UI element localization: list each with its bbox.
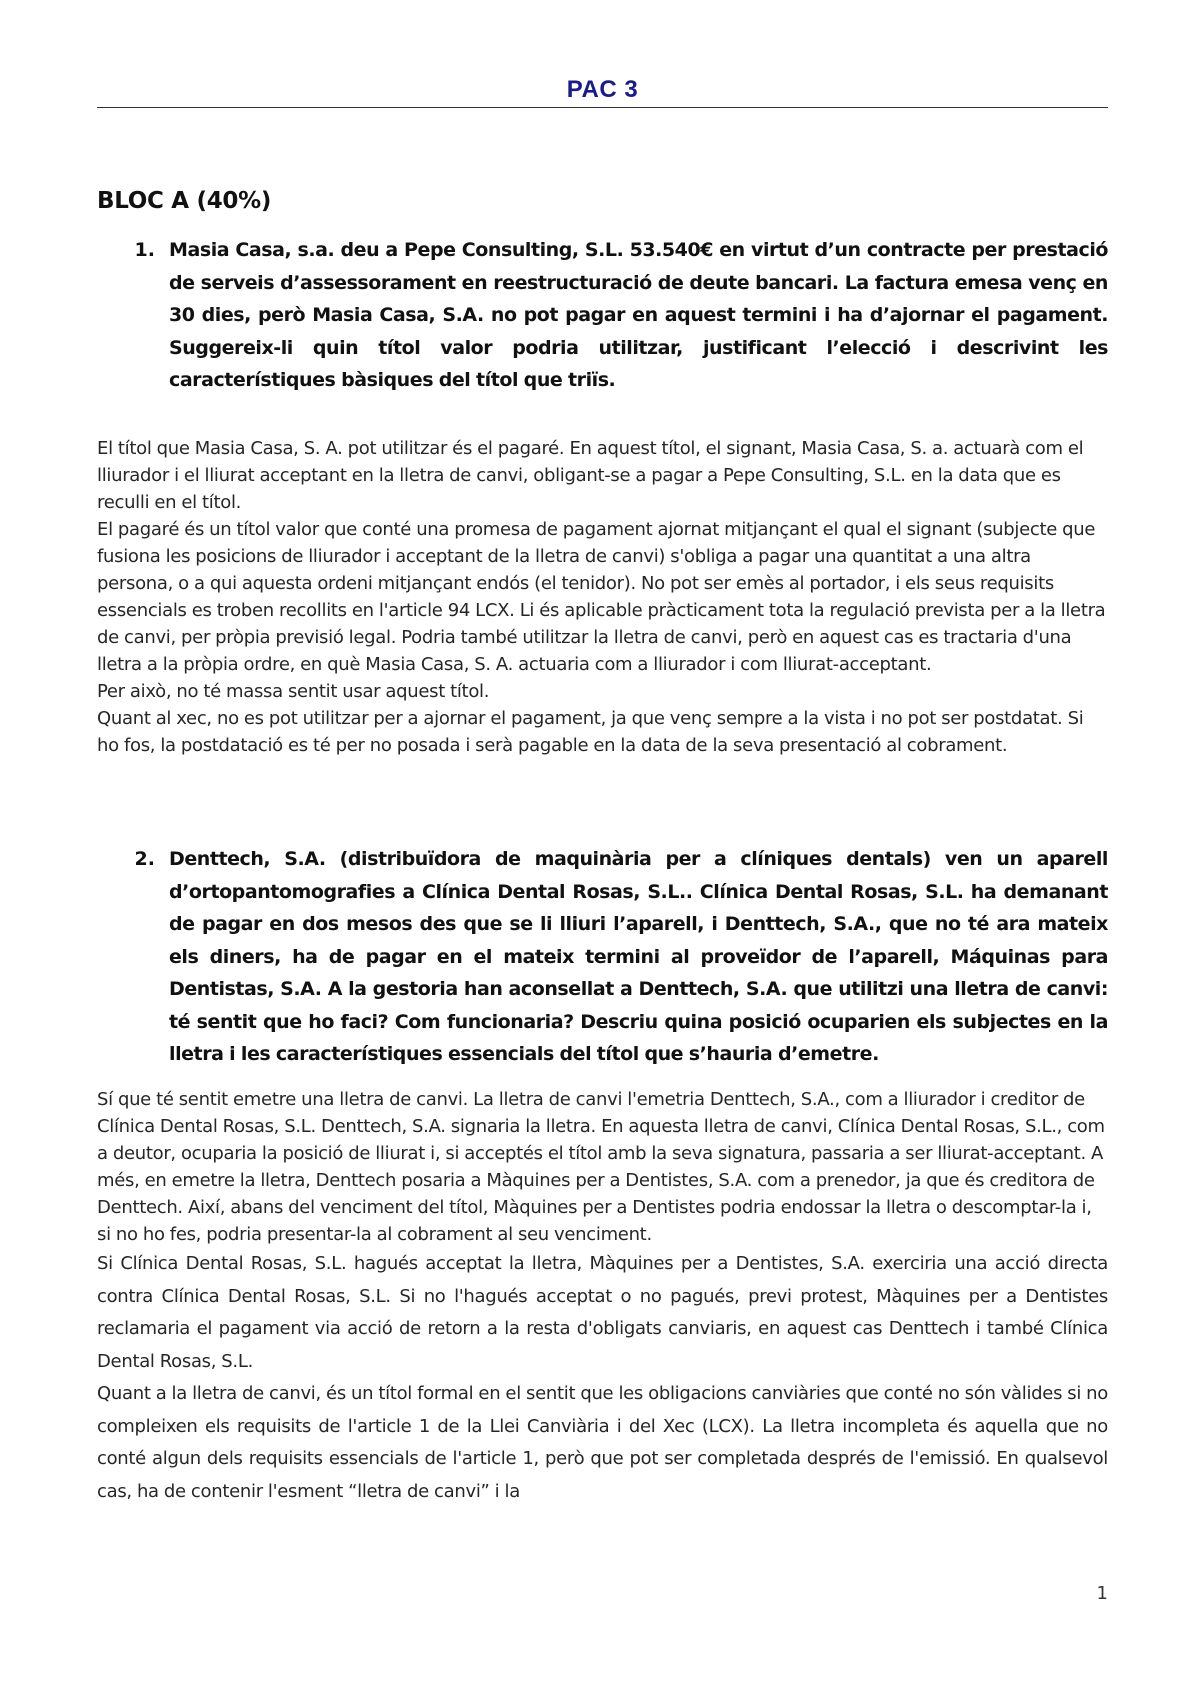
page-number: 1 (1096, 1583, 1108, 1604)
answer-paragraph: Sí que té sentit emetre una lletra de canvi. La lletra de canvi l'emetria Denttech, S.A., com a lliurador i creditor de Clínica Dental Rosas, S.L. Denttech, S.A. signaria la lletra. En aquesta lletra de canvi, Clínica Dental Rosas, S.L., com a deutor, ocuparia la posició de lliurat i, si acceptés el títol amb la seva signatura, passaria a ser lliurat-acceptant. A més, en emetre la lletra, Denttech posaria a Màquines per a Dentistes, S.A. com a prenedor, ja que és creditora de Denttech. Així, abans del venciment del títol, Màquines per a Dentistes podria endossar la lletra o descomptar-la i, si no ho fes, podria presentar-la al cobrament al seu venciment. (97, 1089, 1105, 1245)
answer-paragraph: El títol que Masia Casa, S. A. pot utilitzar és el pagaré. En aquest títol, el signant, Masia Casa, S. a. actuarà com el lliurador i el lliurat acceptant en la lletra de canvi, obligant-se a pagar a Pepe Consulting, S.L. en la data que es reculli en el títol. (97, 438, 1084, 513)
answer-paragraph: Per això, no té massa sentit usar aquest títol. (97, 681, 490, 702)
answer-paragraph: Si Clínica Dental Rosas, S.L. hagués acceptat la lletra, Màquines per a Dentistes, S.A. exerciria una acció directa contra Clínica Dental Rosas, S.L. Si no l'hagués acceptat o no pagués, previ protest, Màquines per a Dentistes reclamaria el pagament via acció de retorn a la resta d'obligats canviaris, en aquest cas Denttech i també Clínica Dental Rosas, S.L. (97, 1253, 1108, 1372)
question-text: Denttech, S.A. (distribuïdora de maquinària per a clíniques dentals) ven un aparell d’ortopantomografies a Clínica Dental Rosas, S.L.. Clínica Dental Rosas, S.L. ha demanant de pagar en dos mesos des que se li lliuri l’aparell, i Denttech, S.A., que no té ara mateix els diners, ha de pagar en el mateix termini al proveïdor de l’aparell, Máquinas para Dentistas, S.A. A la gestoria han aconsellat a Denttech, S.A. que utilitzi una lletra de canvi: té sentit que ho faci? Com funcionaria? Descriu quina posició ocuparien els subjectes en la lletra i les característiques essencials del títol que s’hauria d’emetre. (169, 848, 1108, 1065)
question-number: 1. (134, 239, 155, 261)
answer-paragraph: Quant a la lletra de canvi, és un títol formal en el sentit que les obligacions canviàries que conté no són vàlides si no compleixen els requisits de l'article 1 de la Llei Canviària i del Xec (LCX). La lletra incompleta és aquella que no conté algun dels requisits essencials de l'article 1, però que pot ser completada després de l'emissió. En qualsevol cas, ha de contenir l'esment “lletra de canvi” i la (97, 1383, 1109, 1502)
document-page (97, 0, 1108, 1698)
question-1 (97, 234, 1108, 397)
page-header (97, 75, 1108, 108)
header-title: PAC 3 (566, 76, 639, 103)
section-title: BLOC A (40%) (97, 188, 272, 214)
answer-paragraph: El pagaré és un títol valor que conté una promesa de pagament ajornat mitjançant el qual el signant (subjecte que fusiona les posicions de lliurador i acceptant de la lletra de canvi) s'obliga a pagar una quantitat a una altra persona, o a qui aquesta ordeni mitjançant endós (el tenidor). No pot ser emès al portador, i els seus requisits essencials es troben recollits en l'article 94 LCX. Li és aplicable pràcticament tota la regulació prevista per a la lletra de canvi, per pròpia previsió legal. Podria també utilitzar la lletra de canvi, però en aquest cas es tractaria d'una lletra a la pròpia ordre, en què Masia Casa, S. A. actuaria com a lliurador i com lliurat-acceptant. (97, 519, 1106, 675)
question-number: 2. (134, 848, 155, 870)
answer-paragraph: Quant al xec, no es pot utilitzar per a ajornar el pagament, ja que venç sempre a la vista i no pot ser postdatat. Si ho fos, la postdatació es té per no posada i serà pagable en la data de la seva presentació al cobrament. (97, 708, 1084, 756)
answer-2 (97, 1086, 1108, 1508)
question-text: Masia Casa, s.a. deu a Pepe Consulting, S.L. 53.540€ en virtut d’un contracte per prestació de serveis d’assessorament en reestructuració de deute bancari. La factura emesa venç en 30 dies, però Masia Casa, S.A. no pot pagar en aquest termini i ha d’ajornar el pagament. Suggereix-li quin títol valor podria utilitzar, justificant l’elecció i descrivint les característiques bàsiques del títol que triïs. (169, 239, 1108, 391)
answer-1 (97, 435, 1108, 759)
question-2 (97, 843, 1108, 1071)
